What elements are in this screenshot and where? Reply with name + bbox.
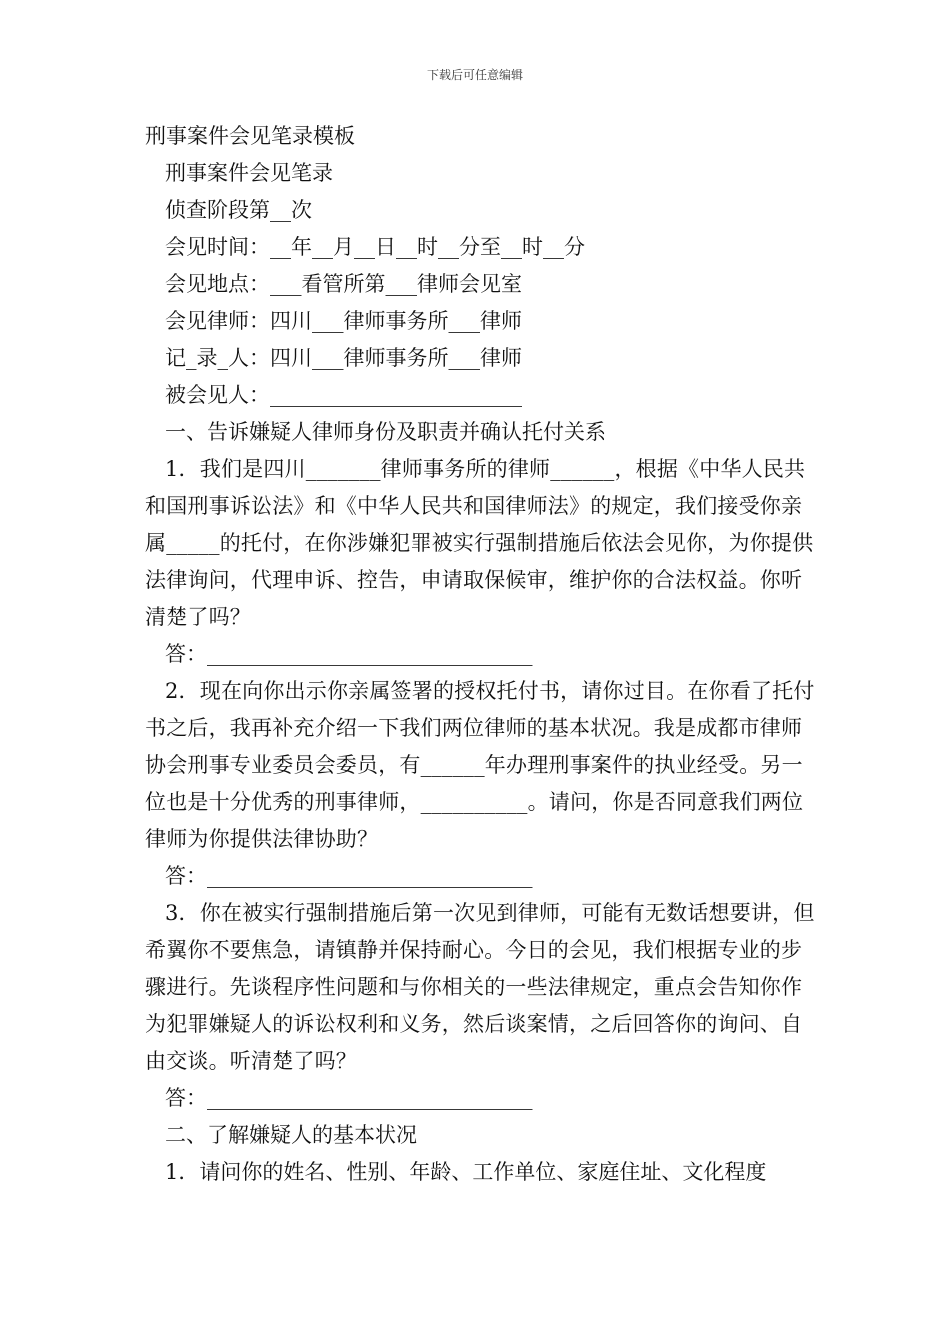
- interviewee: 被会见人：________________________: [165, 383, 522, 407]
- answer-line-3: 答：_______________________________: [165, 1086, 533, 1110]
- record-title: 刑事案件会见笔录: [165, 161, 333, 185]
- meeting-place: 会见地点：___看管所第___律师会见室: [165, 272, 522, 296]
- meeting-lawyer: 会见律师：四川___律师事务所___律师: [165, 309, 522, 333]
- page-header: 下载后可任意编辑: [426, 68, 523, 82]
- document-title: 刑事案件会见笔录模板: [145, 124, 355, 148]
- document-body: [145, 118, 815, 1191]
- answer-line-1: 答：_______________________________: [165, 642, 533, 666]
- recorder: 记_录_人：四川___律师事务所___律师: [165, 346, 522, 370]
- section-heading-2: 二、了解嫌疑人的基本状况: [165, 1123, 417, 1147]
- meeting-time: 会见时间：__年__月__日__时__分至__时__分: [165, 235, 585, 259]
- stage-line: 侦查阶段第__次: [165, 198, 312, 222]
- section-heading-1: 一、告诉嫌疑人律师身份及职责并确认托付关系: [165, 420, 606, 444]
- paragraph-2: 2．现在向你出示你亲属签署的授权托付书，请你过目。在你看了托付书之后，我再补充介绍一下我们两位律师的基本状况。我是成都市律师协会刑事专业委员会委员，有______年办理刑事案件的执业经受。另一位也是十分优秀的刑事律师，__________。请问，你是否同意我们两位律师为你提供法律协助？: [145, 679, 815, 851]
- paragraph-3: 3．你在被实行强制措施后第一次见到律师，可能有无数话想要讲，但希翼你不要焦急，请镇静并保持耐心。今日的会见，我们根据专业的步骤进行。先谈程序性问题和与你相关的一些法律规定，重点会告知你作为犯罪嫌疑人的诉讼权利和义务，然后谈案情，之后回答你的询问、自由交谈。听清楚了吗？: [145, 901, 815, 1073]
- paragraph-1: 1．我们是四川_______律师事务所的律师______，根据《中华人民共和国刑事诉讼法》和《中华人民共和国律师法》的规定，我们接受你亲属_____的托付，在你涉嫌犯罪被实行强制措施后依法会见你，为你提供法律询问，代理申诉、控告，申请取保候审，维护你的合法权益。你听清楚了吗？: [145, 457, 814, 629]
- paragraph-4: 1．请问你的姓名、性别、年龄、工作单位、家庭住址、文化程度: [165, 1160, 767, 1184]
- answer-line-2: 答：_______________________________: [165, 864, 533, 888]
